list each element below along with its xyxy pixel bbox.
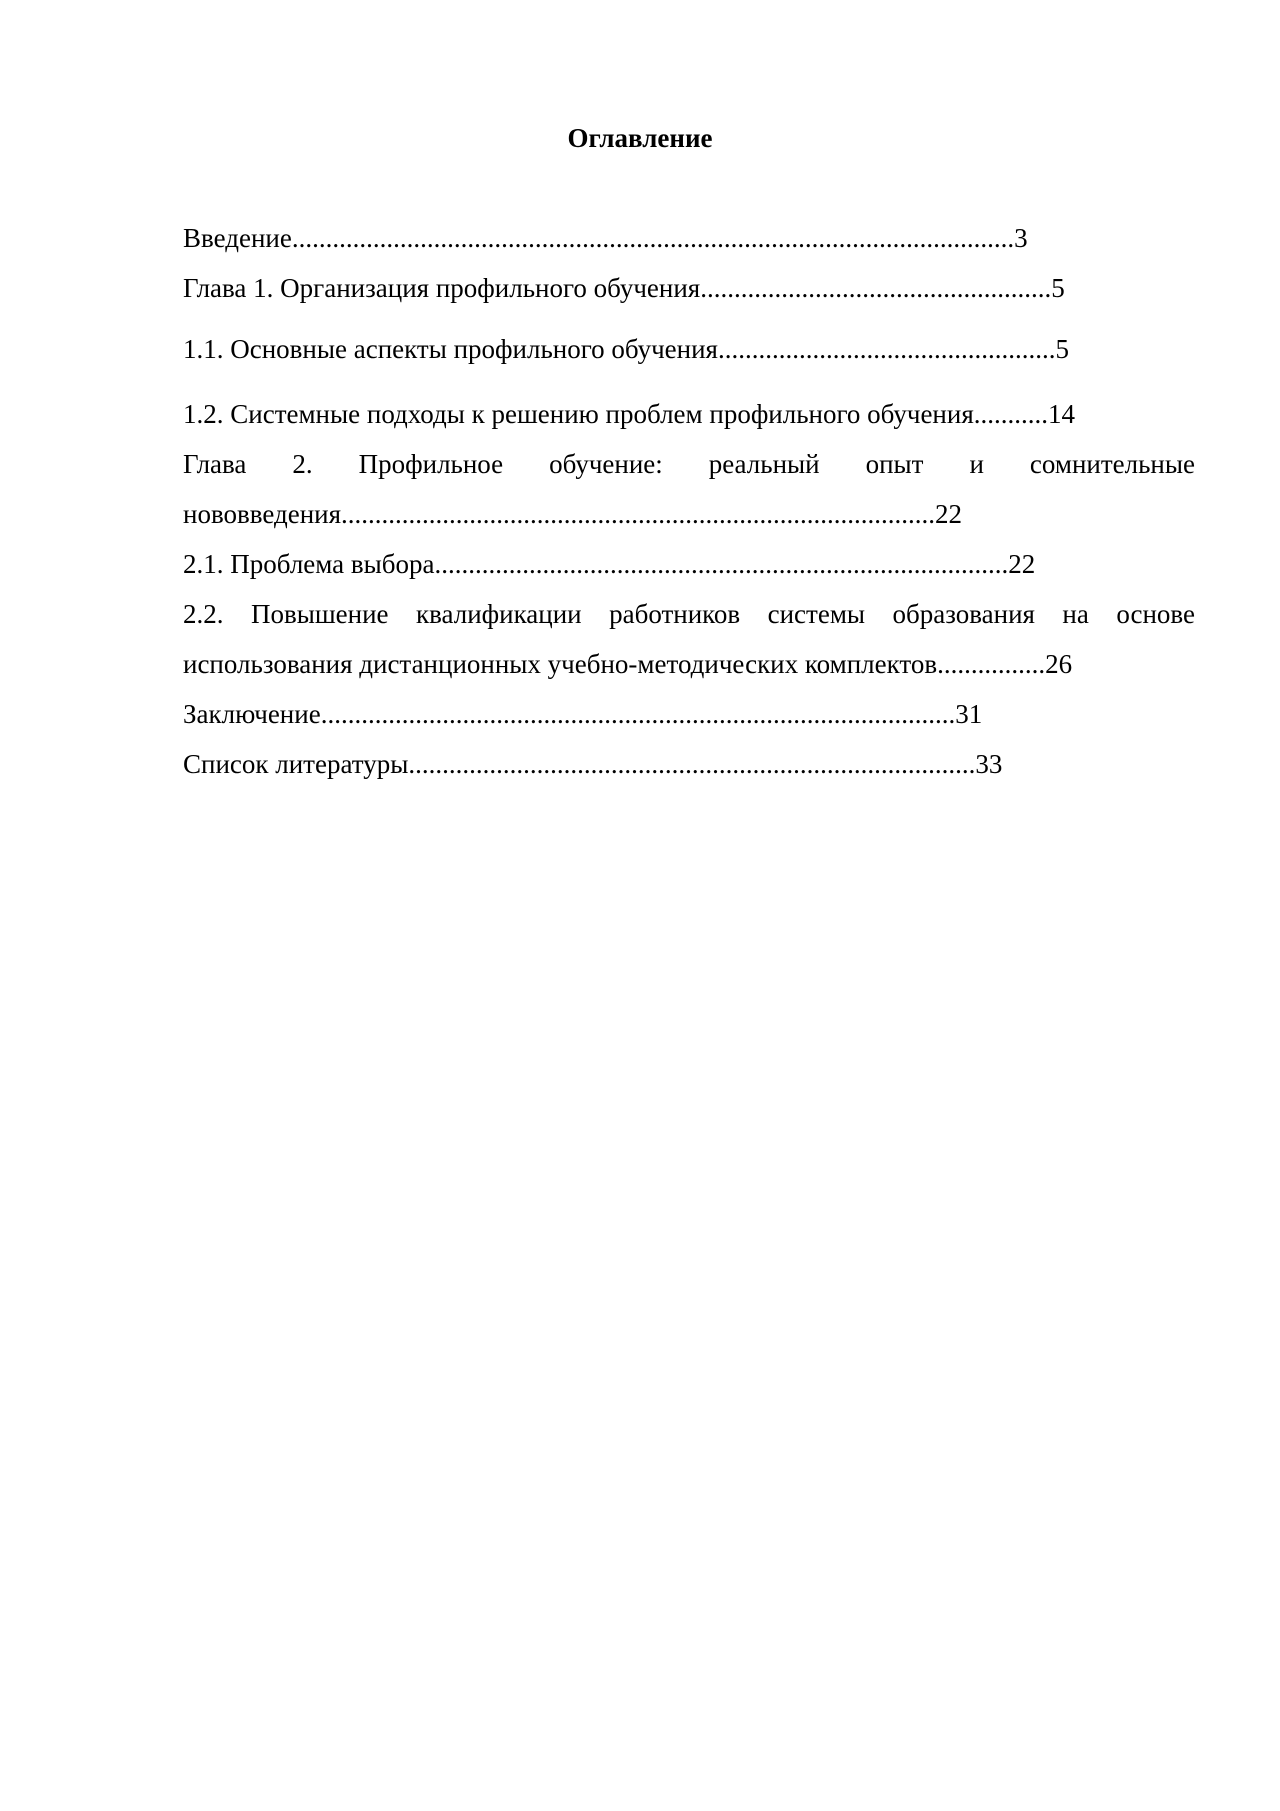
toc-entry-label: нововведения (183, 499, 342, 529)
toc-page-number: 26 (1045, 649, 1073, 679)
toc-page-number: 3 (1014, 223, 1028, 253)
toc-entry-label-line: 2.2. Повышение квалификации работников системы образования на основе (183, 599, 1195, 629)
toc-page-number: 5 (1055, 334, 1069, 364)
toc-leader-dots: .................................................... (700, 273, 1052, 303)
toc-leader-dots: .................................................. (717, 334, 1056, 364)
toc-leader-dots: ................ (937, 649, 1046, 679)
toc-entry-label: 2.1. Проблема выбора (183, 549, 435, 579)
toc-entry-label: использования дистанционных учебно-методических комплектов (183, 649, 938, 679)
toc-leader-dots: .................................................................................... (408, 749, 976, 779)
toc-entry-label: Глава 1. Организация профильного обучения (183, 273, 701, 303)
toc-entry-label-continuation (183, 489, 962, 539)
toc-leader-dots: ........................................................................................................... (291, 223, 1015, 253)
toc-entry-label: Введение (183, 223, 292, 253)
toc-entry-label: Заключение (183, 699, 321, 729)
toc-leader-dots: ........................................................................................ (341, 499, 936, 529)
toc-page-number: 31 (955, 699, 983, 729)
toc-entry-label-continuation (183, 639, 1072, 689)
toc-page-number: 22 (1008, 549, 1036, 579)
toc-entry-introduction[interactable] (183, 213, 1028, 263)
toc-page-number: 22 (935, 499, 963, 529)
page-title: Оглавление (567, 123, 713, 153)
toc-page-number: 14 (1048, 399, 1075, 429)
toc-leader-dots: .............................................................................................. (320, 699, 956, 729)
toc-page-number: 5 (1051, 273, 1065, 303)
toc-entry-label-line: Глава 2. Профильное обучение: реальный опыт и сомнительные (183, 449, 1195, 479)
toc-leader-dots: ..................................................................................... (434, 549, 1009, 579)
toc-leader-dots: ........... (973, 399, 1048, 429)
toc-entry-label: 1.2. Системные подходы к решению проблем профильного обучения (183, 399, 974, 429)
toc-entry-bibliography[interactable] (183, 739, 1002, 789)
toc-entry-section-1-1[interactable] (183, 324, 1069, 374)
toc-entry-label: 1.1. Основные аспекты профильного обучения (183, 334, 718, 364)
toc-entry-conclusion[interactable] (183, 689, 982, 739)
toc-entry-label: Список литературы (183, 749, 409, 779)
toc-entry-section-1-2[interactable] (183, 389, 1075, 439)
toc-entry-chapter-1[interactable] (183, 263, 1065, 313)
toc-page-number: 33 (975, 749, 1003, 779)
toc-entry-section-2-1[interactable] (183, 539, 1035, 589)
